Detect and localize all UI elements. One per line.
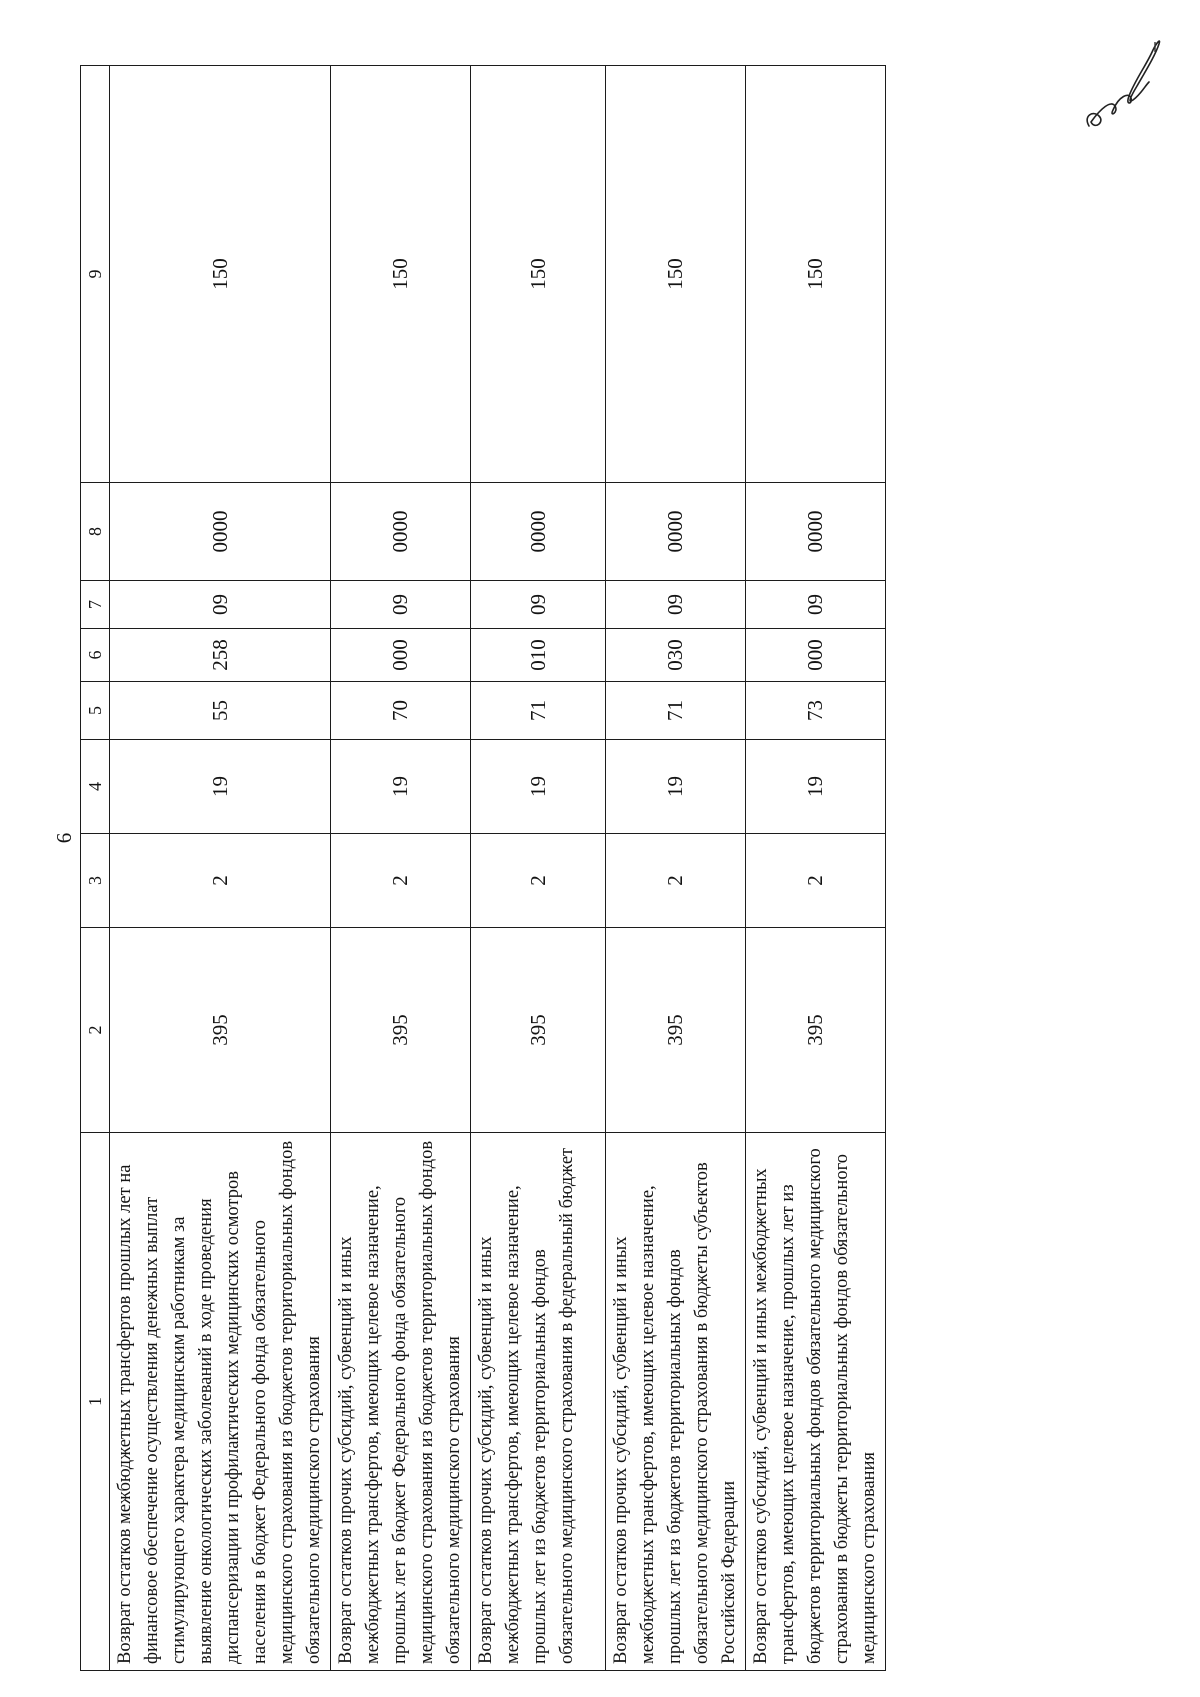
table-row: [746, 66, 886, 1671]
code-col9: 150: [110, 66, 331, 483]
table-row: [110, 66, 331, 1671]
code-col5: 55: [110, 682, 331, 740]
column-number-row: [81, 66, 110, 1671]
column-number: 4: [81, 740, 110, 834]
code-col9: 150: [471, 66, 606, 483]
code-col9: 150: [606, 66, 746, 483]
code-col5: 71: [606, 682, 746, 740]
code-col8: 0000: [110, 483, 331, 581]
table-row: [331, 66, 471, 1671]
code-col5: 71: [471, 682, 606, 740]
column-number: 9: [81, 66, 110, 483]
column-number: 3: [81, 834, 110, 928]
row-name: Возврат остатков межбюджетных трансфертов прошлых лет на финансовое обеспечение осуществления денежных выплат стимулирующего характера медицинским работникам за выявление онкологических заболеваний в ходе проведения диспансеризации и профилактических медицинских осмотров населения в бюджет Федерального фонда обязательного медицинского страхования из бюджетов территориальных фондов обязательного медицинского страхования: [110, 1133, 331, 1671]
code-col2: 395: [471, 928, 606, 1133]
code-col4: 19: [606, 740, 746, 834]
column-number: 2: [81, 928, 110, 1133]
code-col8: 0000: [606, 483, 746, 581]
code-col5: 70: [331, 682, 471, 740]
code-col3: 2: [471, 834, 606, 928]
code-col9: 150: [746, 66, 886, 483]
scan-mark: [1152, 40, 1158, 52]
row-name: Возврат остатков субсидий, субвенций и иных межбюджетных трансфертов, имеющих целевое назначение, прошлых лет из бюджетов территориальных фондов обязательного медицинского страхования в бюджеты территориальных фондов обязательного медицинского страхования: [746, 1133, 886, 1671]
column-number: 5: [81, 682, 110, 740]
code-col3: 2: [606, 834, 746, 928]
code-col3: 2: [331, 834, 471, 928]
row-name: Возврат остатков прочих субсидий, субвенций и иных межбюджетных трансфертов, имеющих целевое назначение, прошлых лет из бюджетов территориальных фондов обязательного медицинского страхования в федеральный бюджет: [471, 1133, 606, 1671]
code-col7: 09: [471, 581, 606, 629]
table-row: [471, 66, 606, 1671]
code-col6: 000: [331, 629, 471, 682]
code-col2: 395: [746, 928, 886, 1133]
column-number: 7: [81, 581, 110, 629]
code-col6: 010: [471, 629, 606, 682]
column-number: 1: [81, 1133, 110, 1671]
code-col4: 19: [471, 740, 606, 834]
code-col2: 395: [110, 928, 331, 1133]
code-col3: 2: [746, 834, 886, 928]
code-col4: 19: [110, 740, 331, 834]
code-col9: 150: [331, 66, 471, 483]
code-col8: 0000: [471, 483, 606, 581]
code-col7: 09: [606, 581, 746, 629]
code-col4: 19: [331, 740, 471, 834]
code-col6: 258: [110, 629, 331, 682]
code-col7: 09: [110, 581, 331, 629]
column-number: 8: [81, 483, 110, 581]
code-col6: 030: [606, 629, 746, 682]
column-number: 6: [81, 629, 110, 682]
table-row: [606, 66, 746, 1671]
code-col7: 09: [746, 581, 886, 629]
code-col8: 0000: [746, 483, 886, 581]
row-name: Возврат остатков прочих субсидий, субвенций и иных межбюджетных трансфертов, имеющих целевое назначение, прошлых лет из бюджетов территориальных фондов обязательного медицинского страхования в бюджеты субъектов Российской Федерации: [606, 1133, 746, 1671]
code-col2: 395: [606, 928, 746, 1133]
code-col8: 0000: [331, 483, 471, 581]
code-col3: 2: [110, 834, 331, 928]
budget-classification-table: [80, 65, 886, 1671]
code-col5: 73: [746, 682, 886, 740]
row-name: Возврат остатков прочих субсидий, субвенций и иных межбюджетных трансфертов, имеющих целевое назначение, прошлых лет в бюджет Федерального фонда обязательного медицинского страхования из бюджетов территориальных фондов обязательного медицинского страхования: [331, 1133, 471, 1671]
code-col6: 000: [746, 629, 886, 682]
code-col2: 395: [331, 928, 471, 1133]
code-col4: 19: [746, 740, 886, 834]
code-col7: 09: [331, 581, 471, 629]
page-number: 6: [52, 832, 76, 844]
